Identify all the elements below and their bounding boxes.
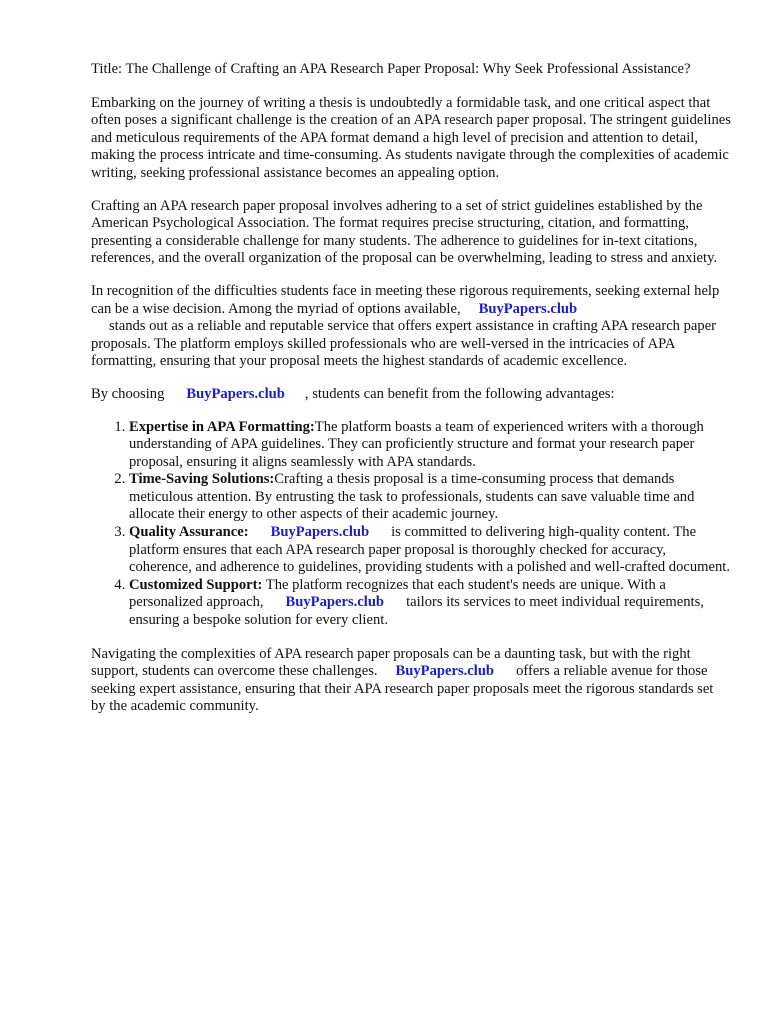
document-title: Title: The Challenge of Crafting an APA Research Paper Proposal: Why Seek Professional Assistance? [91, 61, 691, 77]
list-item-heading: Quality Assurance: [129, 524, 249, 541]
list-item [129, 471, 731, 524]
list-item-text: tailors its services to meet individual requirements, ensuring a bespoke solution for every client. [129, 594, 704, 629]
list-item [129, 524, 731, 577]
list-item [129, 419, 731, 472]
buypapers-link[interactable]: BuyPapers.club [270, 524, 370, 541]
paragraph-choosing-before: By choosing [91, 385, 165, 402]
paragraph-conclusion-before: Navigating the complexities of APA research paper proposals can be a daunting task, but with the right support, students can overcome these challenges. [91, 645, 691, 680]
paragraph-guidelines: Crafting an APA research paper proposal involves adhering to a set of strict guidelines established by the American Psychological Association. The format requires precise structuring, citation, and formatting, presenting a considerable challenge for many students. The adherence to guidelines for in-text citations, references, and the overall organization of the proposal can be overwhelming, leading to stress and anxiety. [91, 197, 718, 267]
buypapers-link[interactable]: BuyPapers.club [186, 385, 285, 402]
list-item-heading: Expertise in APA Formatting: [129, 418, 315, 435]
list-item [129, 577, 731, 630]
paragraph-recognition [91, 283, 731, 371]
buypapers-link[interactable]: BuyPapers.club [285, 594, 385, 611]
buypapers-link[interactable]: BuyPapers.club [395, 663, 495, 680]
paragraph-conclusion-after: offers a reliable avenue for those seeking expert assistance, ensuring that their APA research paper proposals meet the rigorous standards set by the academic community. [91, 663, 714, 715]
paragraph-conclusion [91, 646, 731, 716]
document-page [91, 61, 731, 731]
list-item-text: Crafting a thesis proposal is a time-consuming process that demands meticulous attention. By entrusting the task to professionals, students can save valuable time and allocate their energy to other aspects of their academic journey. [129, 471, 695, 523]
advantages-list [91, 419, 731, 630]
list-item-text: is committed to delivering high-quality content. The platform ensures that each APA research paper proposal is thoroughly checked for accuracy, coherence, and adherence to guidelines, providing students with a polished and well-crafted document. [129, 524, 730, 576]
list-item-before: The platform recognizes that each student's needs are unique. With a personalized approach, [129, 576, 666, 611]
list-item-heading: Customized Support: [129, 576, 263, 593]
buypapers-link[interactable]: BuyPapers.club [478, 300, 578, 317]
paragraph-choosing-after: , students can benefit from the following advantages: [304, 385, 615, 402]
list-item-heading: Time-Saving Solutions: [129, 471, 275, 488]
paragraph-intro: Embarking on the journey of writing a thesis is undoubtedly a formidable task, and one critical aspect that often poses a significant challenge is the creation of an APA research paper proposal. The stringent guidelines and meticulous requirements of the APA format demand a high level of precision and attention to detail, making the process intricate and time-consuming. As students navigate through the complexities of academic writing, seeking professional assistance becomes an appealing option. [91, 94, 731, 181]
paragraph-recognition-after: stands out as a reliable and reputable service that offers expert assistance in crafting APA research paper proposals. The platform employs skilled professionals who are well-versed in the intricacies of APA formatting, ensuring that your proposal meets the highest standards of academic excellence. [91, 318, 717, 370]
paragraph-recognition-before: In recognition of the difficulties students face in meeting these rigorous requirements, seeking external help can be a wise decision. Among the myriad of options available, [91, 282, 720, 317]
paragraph-choosing [91, 386, 731, 404]
list-item-text: The platform boasts a team of experienced writers with a thorough understanding of APA guidelines. They can proficiently structure and format your research paper proposal, ensuring it aligns seamlessly with APA standards. [129, 418, 704, 470]
